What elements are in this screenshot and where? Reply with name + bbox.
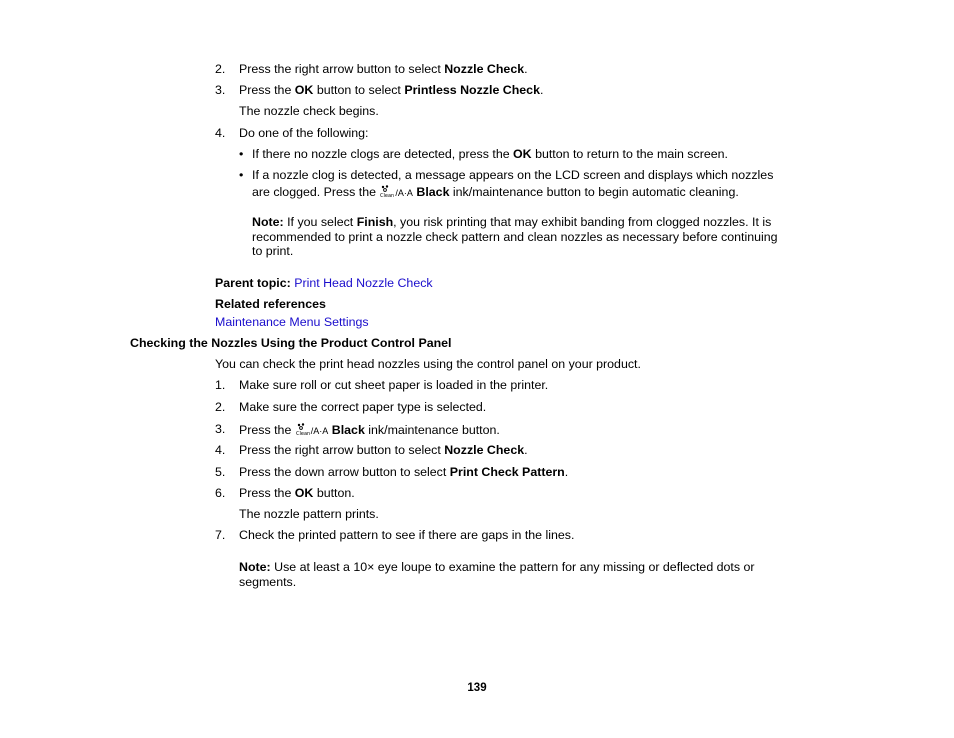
related-label-text: Related references	[215, 297, 326, 311]
step-6-text	[239, 486, 355, 501]
bullet-text: button to return to the main screen.	[531, 147, 728, 161]
step-number: 3.	[215, 83, 226, 97]
menu-term: Nozzle Check	[444, 443, 525, 457]
step-4-text	[239, 443, 528, 458]
punctuation: .	[524, 62, 528, 76]
page-number: 139	[467, 682, 487, 694]
step-number: 7.	[215, 528, 226, 542]
step-3-text	[239, 83, 543, 98]
step-2-text	[239, 62, 528, 77]
svg-text:Clean: Clean	[380, 193, 395, 198]
bullet-text: ink/maintenance button to begin automatic cleaning.	[449, 185, 739, 199]
note-1-line-3: to print.	[252, 244, 294, 258]
step-2-text: Make sure the correct paper type is selected.	[239, 400, 487, 414]
step-text: ink/maintenance button.	[364, 423, 500, 437]
step-result: The nozzle check begins.	[239, 104, 379, 118]
parent-topic-link[interactable]: Print Head Nozzle Check	[294, 276, 433, 290]
section-heading: Checking the Nozzles Using the Product Control Panel	[130, 336, 452, 350]
bullet-text: If there no nozzle clogs are detected, press the	[252, 147, 514, 161]
ink-icon-suffix: /A·A	[310, 426, 329, 436]
step-3-text	[239, 422, 500, 440]
bullet-text: are clogged. Press the	[252, 185, 380, 199]
punctuation: .	[539, 83, 544, 97]
button-term: Black	[416, 185, 450, 199]
step-number: 6.	[215, 486, 226, 500]
button-term: OK	[294, 486, 314, 500]
menu-term: Nozzle Check	[444, 62, 525, 76]
step-7-text: Check the printed pattern to see if there are gaps in the lines.	[239, 528, 575, 542]
step-text: button to select	[313, 83, 405, 97]
bullet-2-line-2	[252, 184, 739, 202]
note-2-line-1	[239, 560, 755, 575]
step-number: 2.	[215, 62, 226, 76]
step-1-text: Make sure roll or cut sheet paper is loaded in the printer.	[239, 378, 549, 392]
related-references-label	[215, 297, 326, 312]
svg-text:Clean: Clean	[295, 431, 310, 436]
bullet-glyph: •	[239, 168, 244, 182]
bullet-glyph: •	[239, 147, 244, 161]
punctuation: .	[524, 443, 528, 457]
note-1-line-1	[252, 215, 771, 230]
step-number: 4.	[215, 443, 226, 457]
step-number: 3.	[215, 422, 226, 436]
note-2-line-2: segments.	[239, 575, 297, 589]
parent-topic	[215, 276, 433, 291]
note-1-line-2: recommended to print a nozzle check pattern and clean nozzles as necessary before continuing	[252, 230, 778, 244]
menu-term: Printless Nozzle Check	[404, 83, 540, 97]
bullet-2-line-1: If a nozzle clog is detected, a message appears on the LCD screen and displays which nozzles	[252, 168, 774, 182]
menu-term: Print Check Pattern	[449, 465, 565, 479]
note-text: , you risk printing that may exhibit banding from clogged nozzles. It is	[393, 215, 772, 229]
button-term: Black	[331, 423, 365, 437]
menu-term: Finish	[356, 215, 394, 229]
step-text: Press the right arrow button to select	[239, 443, 445, 457]
step-4-text: Do one of the following:	[239, 126, 369, 140]
punctuation: .	[564, 465, 569, 479]
step-result: The nozzle pattern prints.	[239, 507, 379, 521]
step-5-text	[239, 465, 568, 480]
maintenance-icon	[295, 422, 311, 440]
step-text: Press the down arrow button to select	[239, 465, 450, 479]
step-number: 1.	[215, 378, 226, 392]
note-text: If you select	[283, 215, 357, 229]
maintenance-icon	[379, 184, 395, 202]
step-text: Press the	[239, 486, 295, 500]
step-text: button.	[313, 486, 355, 500]
step-text: Press the right arrow button to select	[239, 62, 445, 76]
parent-topic-label: Parent topic:	[215, 276, 291, 290]
step-text: Press the	[239, 83, 295, 97]
step-text: Press the	[239, 423, 295, 437]
button-term: OK	[513, 147, 532, 161]
bullet-1-text	[252, 147, 728, 162]
step-number: 2.	[215, 400, 226, 414]
step-number: 5.	[215, 465, 226, 479]
note-text: Use at least a 10× eye loupe to examine the pattern for any missing or deflected dots or	[270, 560, 755, 574]
note-label: Note:	[239, 560, 271, 574]
ink-icon-suffix: /A·A	[395, 188, 413, 198]
button-term: OK	[294, 83, 314, 97]
step-number: 4.	[215, 126, 226, 140]
note-label: Note:	[252, 215, 284, 229]
intro-text: You can check the print head nozzles using the control panel on your product.	[215, 357, 641, 371]
related-reference-link[interactable]: Maintenance Menu Settings	[215, 315, 369, 329]
